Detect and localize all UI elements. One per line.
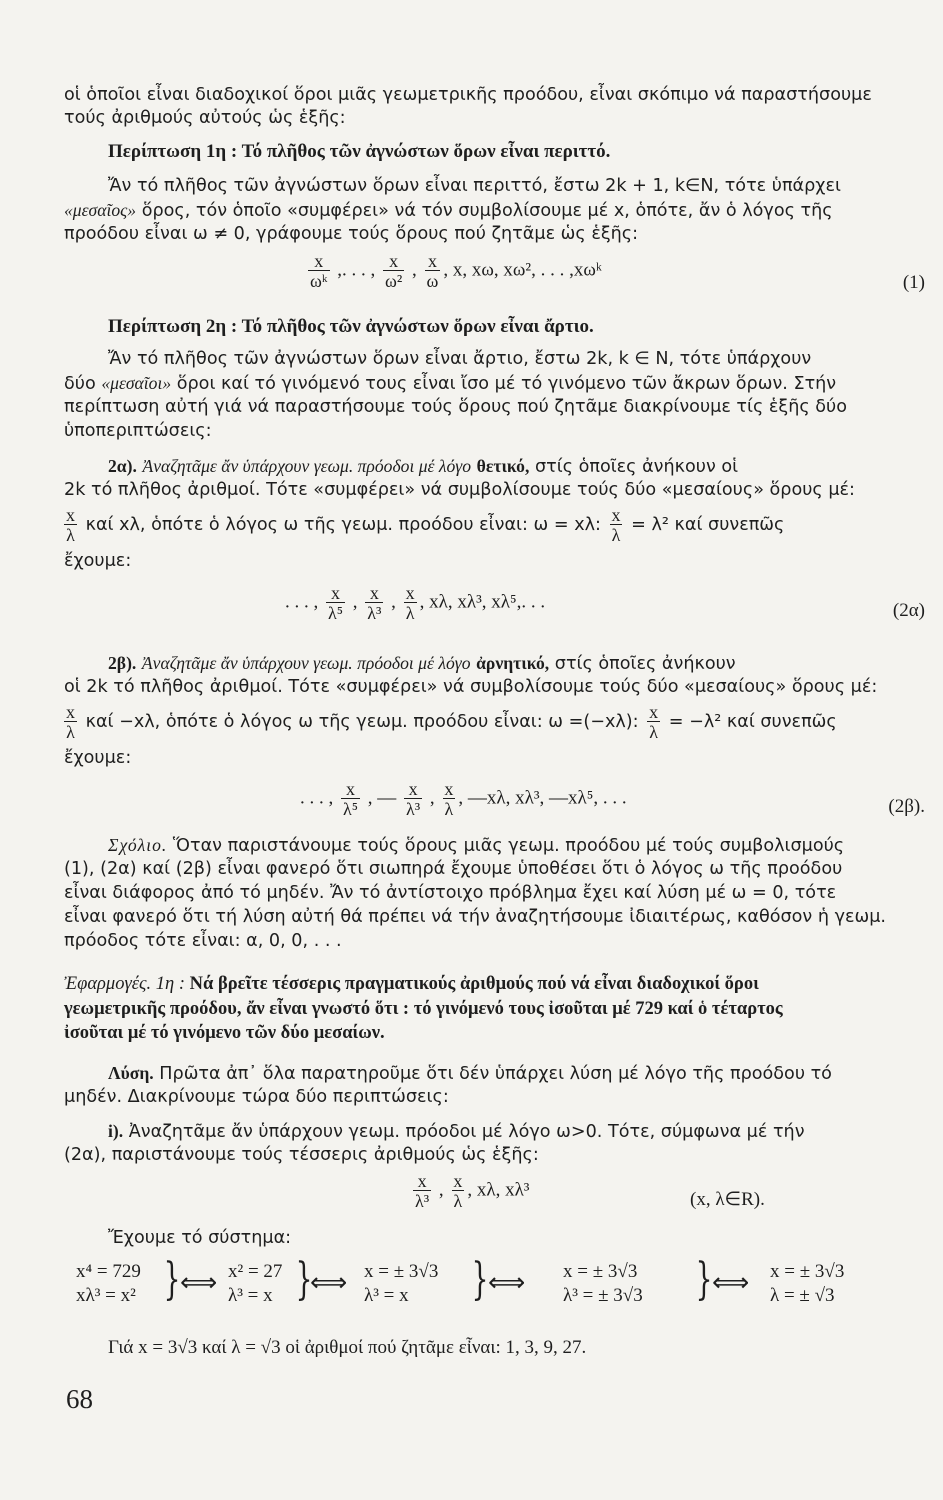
system-2: x² = 27 λ³ = x [228, 1261, 283, 1306]
sub-b-line-3: $\frac{x}{\lambda}$ καί −xλ, ὁπότε ὁ λόγος ω τῆς γεωμ. προόδου εἶναι: ω =(−xλ): $\frac{x}{\lambda}$ = −λ² καί συνεπῶς [66, 702, 837, 742]
scholio-line-4: εἶναι φανερό ὅτι τή λύση αὐτή θά πρέπει νά τήν ἀναζητήσουμε ἰδιαιτέρως, καθόσον ἡ γεωμ. [64, 907, 887, 927]
page-number: 68 [66, 1384, 93, 1414]
fraction: $\frac{x}{\text{λ³}}$ [415, 1171, 430, 1211]
right-brace: } [471, 1254, 489, 1305]
conclusion: Γιά x = 3√3 καί λ = √3 οἱ ἀριθμοί πού ζητᾶμε εἶναι: 1, 3, 9, 27. [108, 1337, 587, 1358]
fraction: $\frac{x}{\lambda}$ [611, 505, 621, 545]
case2-line-4: ὑποπεριπτώσεις: [64, 421, 212, 441]
fraction: $\frac{x}{\lambda}$ [66, 702, 75, 742]
case1-line-1: Ἄν τό πλῆθος τῶν ἀγνώστων ὅρων εἶναι περιττό, ἔστω 2k + 1, k∈N, τότε ὑπάρχει [108, 176, 841, 196]
system-4: x = ± 3√3 λ³ = ± 3√3 [563, 1261, 643, 1306]
equivalence-arrow: ⟺ [310, 1268, 348, 1298]
solution-line-1: Λύση. Πρῶτα ἀπ᾿ ὅλα παρατηροῦμε ὅτι δέν ὑπάρχει λύση μέ λόγο τῆς προόδου τό [108, 1063, 832, 1084]
scholio-line-1: Σχόλιο. Ὅταν παριστάνουμε τούς ὅρους μιᾶς γεωμ. προόδου μέ τούς συμβολισμούς [108, 835, 845, 856]
formula-1: $\frac{x}{\text{ωᵏ}}$ ,. . . , $\frac{x}{\text{ω²}}$ , $\frac{x}{\omega}$ , x, xω, xω², . . . ,xωᵏ [310, 251, 602, 291]
case2-heading: Περίπτωση 2η : Τό πλῆθος τῶν ἀγνώστων ὅρων εἶναι ἄρτιο. [108, 316, 594, 337]
fraction: $\frac{x}{\text{λ³}}$ [367, 583, 382, 623]
fraction: $\frac{x}{\text{ω²}}$ [385, 251, 403, 291]
scholio-line-3: εἶναι διάφορος ἀπό τό μηδέν. Ἄν τό ἀντίστοιχο πρόβλημα ἔχει καί λύση μέ ω = 0, τότε [64, 883, 837, 903]
sub-a-line-2: 2k τό πλῆθος ἀριθμοί. Τότε «συμφέρει» νά συμβολίσουμε τούς δύο «μεσαίους» ὅρους μέ: [64, 480, 855, 500]
formula-condition: (x, λ∈R). [690, 1189, 765, 1210]
case2-line-2: δύο «μεσαῖοι» ὅροι καί τό γινόμενό τους εἶναι ἴσο μέ τό γινόμενο τῶν ἄκρων ὅρων. Στήν [64, 373, 837, 394]
case1-heading: Περίπτωση 1η : Τό πλῆθος τῶν ἀγνώστων ὅρων εἶναι περιττό. [108, 141, 611, 162]
case1-line-3: προόδου εἶναι ω ≠ 0, γράφουμε τούς ὅρους πού ζητᾶμε ὡς ἑξῆς: [64, 224, 639, 244]
system-3: x = ± 3√3 λ³ = x [364, 1261, 439, 1306]
system-intro: Ἔχουμε τό σύστημα: [108, 1228, 292, 1248]
right-brace: } [163, 1254, 181, 1305]
equation-label-2a: (2α) [892, 600, 925, 621]
equivalence-arrow: ⟺ [180, 1268, 218, 1298]
mesaioi-term: «μεσαῖοι» [101, 373, 172, 393]
sub-b-line-1: 2β). Ἀναζητᾶμε ἄν ὑπάρχουν γεωμ. πρόοδοι μέ λόγο ἀρνητικό, στίς ὁποῖες ἀνήκουν [108, 653, 736, 674]
intro-line-1: οἱ ὁποῖοι εἶναι διαδοχικοί ὅροι μιᾶς γεωμετρικῆς προόδου, εἶναι σκόπιμο νά παραστήσουμε [64, 85, 872, 105]
equivalence-arrow: ⟺ [712, 1268, 750, 1298]
sub-b-exoume: ἔχουμε: [64, 748, 132, 768]
case1-line-2: «μεσαῖος» ὅρος, τόν ὁποῖο «συμφέρει» νά τόν συμβολίσουμε μέ x, ὁπότε, ἄν ὁ λόγος τῆς [64, 200, 833, 221]
fraction: $\frac{x}{\text{λ³}}$ [406, 779, 421, 819]
case2-line-3: περίπτωση αὐτή γιά νά παραστήσουμε τούς ὅρους πού ζητᾶμε διακρίνουμε τίς ἑξῆς δύο [64, 397, 847, 417]
fraction: $\frac{x}{\lambda}$ [444, 779, 454, 819]
formula-four-terms: $\frac{x}{\text{λ³}}$ , $\frac{x}{\lambda}$ , xλ, xλ³ [415, 1171, 530, 1211]
scholio-line-5: πρόοδος τότε εἶναι: α, 0, 0, . . . [64, 931, 342, 951]
sub-b-line-2: οἱ 2k τό πλῆθος ἀριθμοί. Τότε «συμφέρει» νά συμβολίσουμε τούς δύο «μεσαίους» ὅρους μέ: [64, 677, 878, 697]
sub-a-line-3: $\frac{x}{\lambda}$ καί xλ, ὁπότε ὁ λόγος ω τῆς γεωμ. προόδου εἶναι: ω = xλ: $\frac{x}{\lambda}$ = λ² καί συνεπῶς [66, 505, 785, 545]
application-line-3: ἰσοῦται μέ τό γινόμενο τῶν δύο μεσαίων. [64, 1023, 385, 1043]
equation-label-1: (1) [902, 272, 925, 293]
fraction: $\frac{x}{\lambda}$ [453, 1171, 463, 1211]
application-line-2: γεωμετρικῆς προόδου, ἄν εἶναι γνωστό ὅτι : τό γινόμενό τους ἰσοῦται μέ 729 καί ὁ τέταρτος [64, 999, 783, 1019]
fraction: $\frac{x}{\lambda}$ [66, 505, 75, 545]
equivalence-arrow: ⟺ [488, 1268, 526, 1298]
application-line-1: Ἐφαρμογές. 1η : Νά βρεῖτε τέσσερις πραγματικούς ἀριθμούς πού νά εἶναι διαδοχικοί ὅροι [64, 974, 759, 994]
right-brace: } [695, 1254, 713, 1305]
solution-line-2: μηδέν. Διακρίνουμε τώρα δύο περιπτώσεις: [64, 1087, 449, 1107]
intro-line-2: τούς ἀριθμούς αὐτούς ὡς ἑξῆς: [64, 108, 346, 128]
formula-2b: . . . , $\frac{x}{\text{λ⁵}}$ , — $\frac{x}{\text{λ³}}$ , $\frac{x}{\lambda}$ , —xλ, xλ³, —xλ⁵, . . . [300, 779, 627, 819]
right-brace: } [295, 1254, 313, 1305]
mesaios-term: «μεσαῖος» [64, 200, 137, 220]
solution-i-line-1: i). Ἀναζητᾶμε ἄν ὑπάρχουν γεωμ. πρόοδοι μέ λόγο ω>0. Τότε, σύμφωνα μέ τήν [108, 1121, 805, 1142]
fraction: $\frac{x}{\text{ωᵏ}}$ [310, 251, 328, 291]
system-5: x = ± 3√3 λ = ± √3 [770, 1261, 845, 1306]
fraction: $\frac{x}{\lambda}$ [405, 583, 415, 623]
sub-a-line-1: 2α). Ἀναζητᾶμε ἄν ὑπάρχουν γεωμ. πρόοδοι μέ λόγο θετικό, στίς ὁποῖες ἀνήκουν οἱ [108, 456, 739, 477]
sub-a-exoume: ἔχουμε: [64, 551, 132, 571]
case2-line-1: Ἄν τό πλῆθος τῶν ἀγνώστων ὅρων εἶναι ἄρτιο, ἔστω 2k, k ∈ N, τότε ὑπάρχουν [108, 349, 812, 369]
fraction: $\frac{x}{\text{λ⁵}}$ [328, 583, 344, 623]
scholio-line-2: (1), (2α) καί (2β) εἶναι φανερό ὅτι σιωπηρά ἔχουμε ὑποθέσει ὅτι ὁ λόγος ω τῆς προόδου [64, 859, 843, 879]
fraction: $\frac{x}{\text{λ⁵}}$ [343, 779, 359, 819]
solution-i-line-2: (2α), παριστάνουμε τούς τέσσερις ἀριθμούς ὡς ἑξῆς: [64, 1145, 539, 1165]
equation-label-2b: (2β). [888, 796, 925, 817]
fraction: $\frac{x}{\lambda}$ [649, 702, 659, 742]
formula-2a: . . . , $\frac{x}{\text{λ⁵}}$ , $\frac{x}{\text{λ³}}$ , $\frac{x}{\lambda}$ , xλ, xλ³, xλ⁵,. . . [285, 583, 546, 623]
system-1: x⁴ = 729 xλ³ = x² [76, 1261, 141, 1306]
fraction: $\frac{x}{\omega}$ [426, 251, 439, 291]
